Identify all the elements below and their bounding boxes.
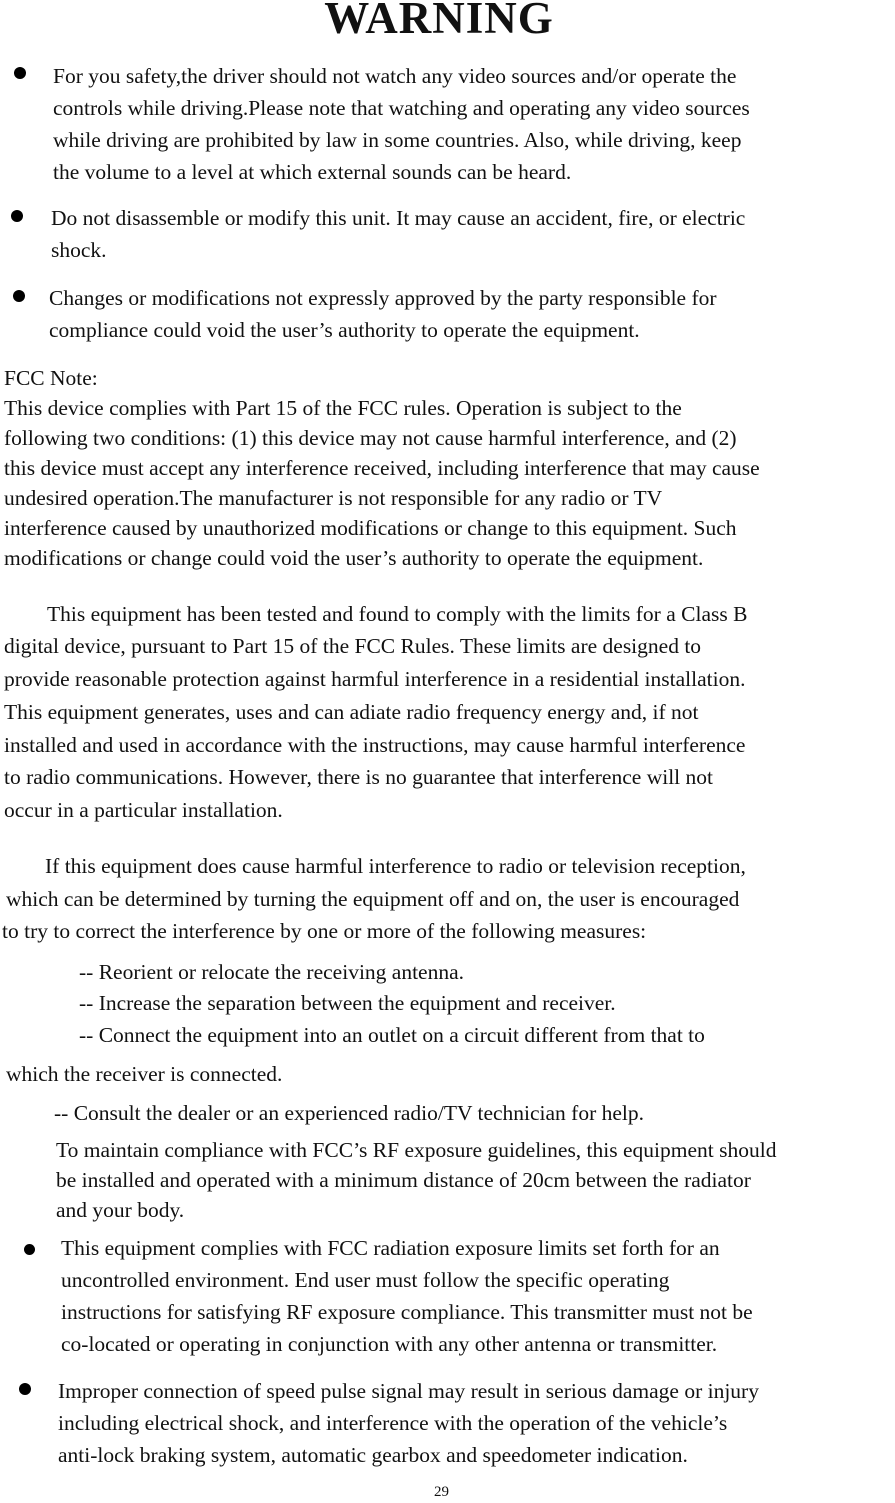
text-line: interference caused by unauthorized modifications or change to this equipment. Such — [4, 516, 737, 540]
text-line: Changes or modifications not expressly approved by the party responsible for — [49, 286, 717, 310]
list-item: -- Increase the separation between the equipment and receiver. — [79, 991, 616, 1015]
page-number: 29 — [434, 1484, 449, 1500]
text-line: and your body. — [56, 1198, 185, 1222]
text-line: modifications or change could void the user’s authority to operate the equipment. — [4, 546, 704, 570]
text-line: provide reasonable protection against harmful interference in a residential installation. — [4, 667, 746, 691]
text-line: be installed and operated with a minimum distance of 20cm between the radiator — [56, 1168, 751, 1192]
text-line: undesired operation.The manufacturer is not responsible for any radio or TV — [4, 486, 663, 510]
text-line: Improper connection of speed pulse signal may result in serious damage or injury — [58, 1379, 759, 1403]
text-line: For you safety,the driver should not watch any video sources and/or operate the — [53, 64, 737, 88]
text-line: controls while driving.Please note that watching and operating any video sources — [53, 96, 750, 120]
text-line: to radio communications. However, there is no guarantee that interference will not — [4, 765, 713, 789]
text-line: If this equipment does cause harmful interference to radio or television reception, — [45, 854, 746, 878]
bullet-dot-icon — [24, 1244, 35, 1255]
text-line: which can be determined by turning the equipment off and on, the user is encouraged — [6, 887, 740, 911]
text-line: anti-lock braking system, automatic gearbox and speedometer indication. — [58, 1443, 688, 1467]
text-line: shock. — [51, 238, 107, 262]
page-title: WARNING — [324, 0, 554, 43]
text-line: uncontrolled environment. End user must follow the specific operating — [61, 1268, 670, 1292]
bullet-dot-icon — [11, 210, 23, 222]
text-line: This equipment generates, uses and can adiate radio frequency energy and, if not — [4, 700, 699, 724]
text-line: to try to correct the interference by one or more of the following measures: — [2, 919, 647, 943]
text-line: following two conditions: (1) this device may not cause harmful interference, and (2) — [4, 426, 737, 450]
text-line: instructions for satisfying RF exposure compliance. This transmitter must not be — [61, 1300, 753, 1324]
text-line: digital device, pursuant to Part 15 of the FCC Rules. These limits are designed to — [4, 634, 702, 658]
text-line: This equipment has been tested and found to comply with the limits for a Class B — [47, 602, 748, 626]
list-item: -- Reorient or relocate the receiving antenna. — [79, 960, 465, 984]
text-line: co-located or operating in conjunction with any other antenna or transmitter. — [61, 1332, 718, 1356]
bullet-dot-icon — [14, 67, 26, 79]
list-item: -- Consult the dealer or an experienced radio/TV technician for help. — [54, 1101, 645, 1125]
text-line: compliance could void the user’s authority to operate the equipment. — [49, 318, 640, 342]
bullet-dot-icon — [13, 290, 25, 302]
list-item: which the receiver is connected. — [6, 1062, 283, 1086]
text-line: this device must accept any interference received, including interference that may cause — [4, 456, 760, 480]
bullet-dot-icon — [19, 1383, 31, 1395]
text-line: including electrical shock, and interference with the operation of the vehicle’s — [58, 1411, 728, 1435]
text-line: occur in a particular installation. — [4, 798, 283, 822]
text-line: the volume to a level at which external sounds can be heard. — [53, 160, 572, 184]
list-item: -- Connect the equipment into an outlet on a circuit different from that to — [79, 1023, 705, 1047]
text-line: This device complies with Part 15 of the FCC rules. Operation is subject to the — [4, 396, 682, 420]
text-line: Do not disassemble or modify this unit. It may cause an accident, fire, or electric — [51, 206, 746, 230]
text-line: while driving are prohibited by law in some countries. Also, while driving, keep — [53, 128, 742, 152]
text-line: To maintain compliance with FCC’s RF exposure guidelines, this equipment should — [56, 1138, 777, 1162]
section-heading: FCC Note: — [4, 366, 98, 390]
text-line: installed and used in accordance with the instructions, may cause harmful interference — [4, 733, 746, 757]
text-line: This equipment complies with FCC radiation exposure limits set forth for an — [61, 1236, 720, 1260]
